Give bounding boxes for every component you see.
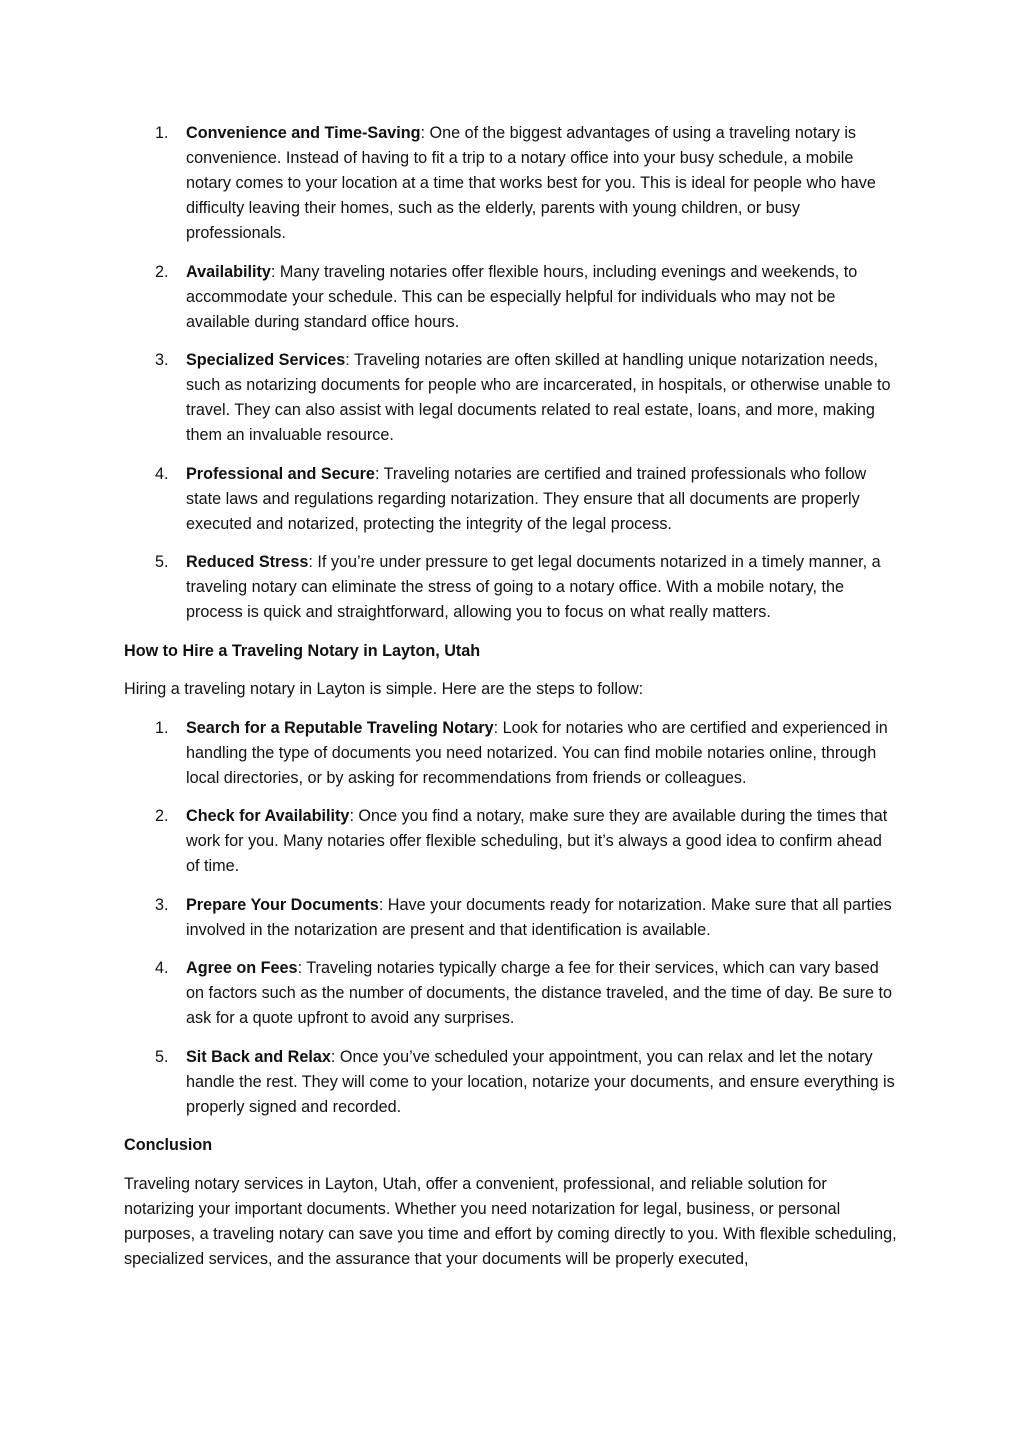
list-item-number: 1. — [155, 124, 169, 142]
list-item-text: : Once you find a notary, make sure they are available during the times that work for you. Many notaries offer flexible scheduling, but it’s always a good idea to confirm ahead of time. — [186, 807, 888, 875]
list-item-number: 2. — [155, 262, 169, 281]
list-item-title: Check for Availability — [186, 807, 350, 825]
section-heading-conclusion: Conclusion — [124, 1136, 213, 1154]
list-item-text: : Traveling notaries typically charge a fee for their services, which can vary based on factors such as the number of documents, the distance traveled, and the time of day. Be sure to ask for a quote upfront to avoid any surprises. — [186, 959, 893, 1027]
list-item-number: 1. — [155, 718, 169, 737]
list-item-title: Availability — [186, 262, 271, 281]
list-item — [124, 1045, 899, 1120]
list-item-text: : If you’re under pressure to get legal documents notarized in a timely manner, a traveling notary can eliminate the stress of going to a notary office. With a mobile notary, the process is quick and straightforward, allowing you to focus on what really matters. — [186, 553, 881, 621]
list-item-text: : Traveling notaries are often skilled at handling unique notarization needs, such as notarizing documents for people who are incarcerated, in hospitals, or otherwise unable to travel. They can also assist with legal documents related to real estate, loans, and more, making them an invaluable resource. — [186, 351, 891, 444]
document-page — [124, 121, 899, 1285]
list-item-number: 4. — [155, 959, 169, 977]
hire-intro-paragraph: Hiring a traveling notary in Layton is simple. Here are the steps to follow: — [124, 680, 644, 698]
list-item-number: 3. — [155, 895, 169, 914]
benefits-list — [124, 121, 899, 625]
list-item — [124, 956, 899, 1031]
list-item-number: 5. — [155, 553, 169, 571]
list-item-text: : Look for notaries who are certified and experienced in handling the type of documents you need notarized. You can find mobile notaries online, through local directories, or by asking for recommendations from friends or colleagues. — [186, 718, 888, 787]
list-item-title: Convenience and Time-Saving — [186, 124, 421, 142]
list-item-text: : Traveling notaries are certified and trained professionals who follow state laws and regulations regarding notarization. They ensure that all documents are properly executed and notarized, protecting the integrity of the legal process. — [186, 464, 867, 533]
section-heading-hire: How to Hire a Traveling Notary in Layton, Utah — [124, 641, 481, 660]
list-item — [124, 462, 899, 537]
list-item-text: : Have your documents ready for notarization. Make sure that all parties involved in the notarization are present and that identification is available. — [186, 895, 892, 939]
list-item — [124, 804, 899, 879]
list-item — [124, 348, 899, 448]
list-item-title: Agree on Fees — [186, 959, 298, 977]
list-item — [124, 893, 899, 943]
list-item-number: 3. — [155, 351, 169, 369]
list-item-text: : Many traveling notaries offer flexible hours, including evenings and weekends, to accommodate your schedule. This can be especially helpful for individuals who may not be available during standard office hours. — [186, 262, 858, 331]
list-item-text: : One of the biggest advantages of using a traveling notary is convenience. Instead of having to fit a trip to a notary office into your busy schedule, a mobile notary comes to your location at a time that works best for you. This is ideal for people who have difficulty leaving their homes, such as the elderly, parents with young children, or busy professionals. — [186, 124, 876, 242]
list-item-title: Reduced Stress — [186, 553, 309, 571]
list-item-title: Search for a Reputable Traveling Notary — [186, 718, 494, 737]
conclusion-paragraph: Traveling notary services in Layton, Utah, offer a convenient, professional, and reliable solution for notarizing your important documents. Whether you need notarization for legal, business, or personal purposes, a traveling notary can save you time and effort by coming directly to you. With flexible scheduling, specialized services, and the assurance that your documents will be properly executed, — [124, 1174, 897, 1268]
list-item-title: Specialized Services — [186, 351, 346, 369]
steps-list — [124, 716, 899, 1120]
list-item-title: Sit Back and Relax — [186, 1047, 331, 1066]
list-item-number: 5. — [155, 1047, 169, 1066]
list-item — [124, 716, 899, 791]
list-item-title: Professional and Secure — [186, 464, 375, 483]
list-item-number: 2. — [155, 807, 169, 825]
list-item-text: : Once you’ve scheduled your appointment, you can relax and let the notary handle the rest. They will come to your location, notarize your documents, and ensure everything is properly signed and recorded. — [186, 1047, 895, 1116]
list-item — [124, 550, 899, 625]
list-item-number: 4. — [155, 464, 169, 483]
list-item — [124, 260, 899, 335]
list-item-title: Prepare Your Documents — [186, 895, 379, 914]
list-item — [124, 121, 899, 246]
